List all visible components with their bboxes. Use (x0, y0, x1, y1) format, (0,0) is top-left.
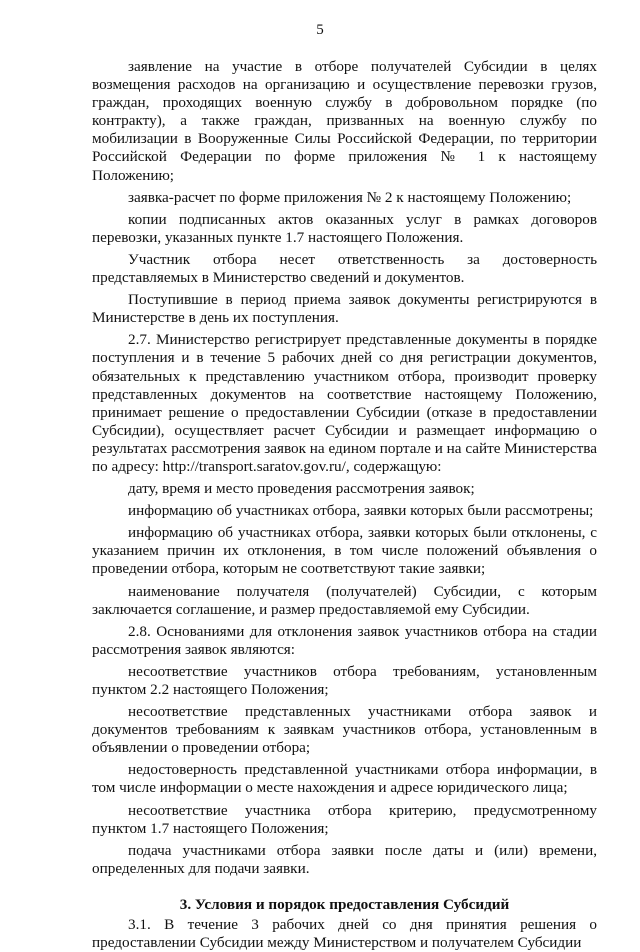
paragraph: Участник отбора несет ответственность за достоверность представляемых в Министерство сведений и документов. (92, 250, 597, 287)
paragraph: несоответствие представленных участниками отбора заявок и документов требованиям к заявкам участников отбора, установленным в объявлении о проведении отбора; (92, 703, 597, 757)
paragraph: 2.8. Основаниями для отклонения заявок участников отбора на стадии рассмотрения заявок являются: (92, 622, 597, 658)
document-body (92, 58, 597, 952)
paragraph: дату, время и место проведения рассмотрения заявок; (128, 480, 475, 498)
paragraph: заявка-расчет по форме приложения № 2 к настоящему Положению; (128, 188, 572, 206)
section-heading: 3. Условия и порядок предоставления Субсидий (179, 895, 510, 913)
page-number: 5 (316, 22, 324, 38)
paragraph: Поступившие в период приема заявок документы регистрируются в Министерстве в день их поступления. (92, 291, 597, 327)
paragraph: несоответствие участника отбора критерию, предусмотренному пунктом 1.7 настоящего Положения; (92, 801, 597, 837)
paragraph: информацию об участниках отбора, заявки которых были отклонены, с указанием причин их отклонения, в том числе положений объявления о проведении отбора, которым не соответствуют такие заявки; (92, 524, 597, 578)
paragraph: 3.1. В течение 3 рабочих дней со дня принятия решения о предоставлении Субсидии между Министерством и получателем Субсидии (92, 916, 597, 952)
paragraph: несоответствие участников отбора требованиям, установленным пунктом 2.2 настоящего Положения; (92, 662, 597, 698)
paragraph: наименование получателя (получателей) Субсидии, с которым заключается соглашение, и размер предоставляемой ему Субсидии. (92, 582, 597, 618)
paragraph: копии подписанных актов оказанных услуг в рамках договоров перевозки, указанных пункте 1.7 настоящего Положения. (92, 210, 597, 246)
paragraph: подача участниками отбора заявки после даты и (или) времени, определенных для подачи заявки. (92, 841, 597, 877)
paragraph: недостоверность представленной участниками отбора информации, в том числе информации о месте нахождения и адресе юридического лица; (92, 761, 597, 797)
paragraph: 2.7. Министерство регистрирует представленные документы в порядке поступления и в течение 5 рабочих дней со дня регистрации документов, обязательных к представлению участником отбора, производит проверку представленных документов на соответствие настоящему Положению, принимает решение о предоставлении Субсидии (отказе в предоставлении Субсидии), осуществляет расчет Субсидии и размещает информацию о результатах рассмотрения заявок на едином портале и на сайте Министерства по адресу: http://transport.saratov.gov.ru/, содержащую: (92, 331, 597, 475)
paragraph: заявление на участие в отборе получателей Субсидии в целях возмещения расходов на организацию и осуществление перевозки грузов, граждан, проходящих военную службу в добровольном порядке (по контракту), а также граждан, призванных на военную службу по мобилизации в Вооруженные Силы Российской Федерации, по территории Российской Федерации по форме приложения № 1 к настоящему Положению; (92, 58, 597, 184)
paragraph: информацию об участниках отбора, заявки которых были рассмотрены; (128, 502, 594, 520)
